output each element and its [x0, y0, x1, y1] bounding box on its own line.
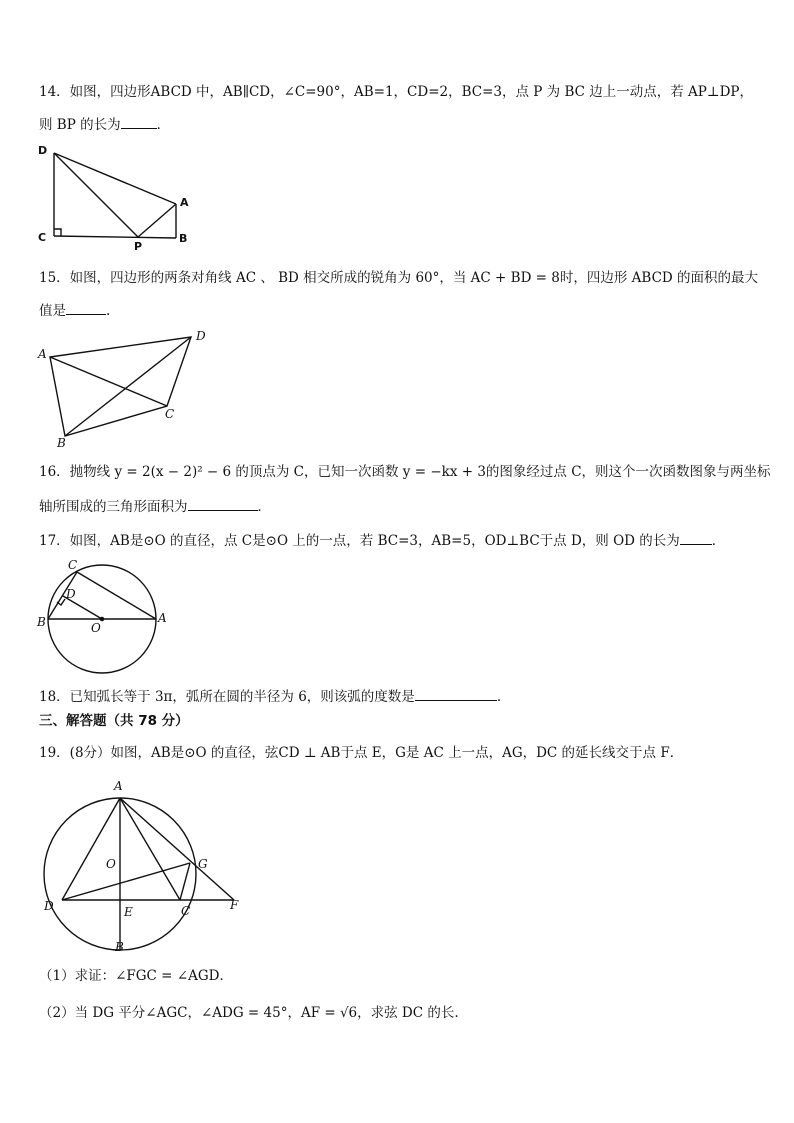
q15-label-a: A [38, 347, 47, 361]
q16-line1: 16．抛物线 y = 2(x − 2)² − 6 的顶点为 C，已知一次函数 y = −kx + 3的图象经过点 C，则这个一次函数图象与两坐标 [39, 464, 771, 480]
q15-line2-text: 值是 [39, 303, 66, 319]
q14-answer-blank [121, 114, 157, 129]
q14-line1: 14．如图，四边形ABCD 中，AB∥CD，∠C=90°，AB=1，CD=2，BC=3，点 P 为 BC 边上一动点，若 AP⊥DP， [39, 84, 753, 100]
q19-label-c: C [181, 904, 191, 918]
q16-line2 [39, 496, 271, 517]
q19-part2: （2）当 DG 平分∠AGC，∠ADG = 45°，AF = √6，求弦 DC 的长. [39, 1005, 459, 1021]
q19-label-g: G [198, 857, 208, 871]
q15-line2 [39, 300, 110, 321]
q14-label-c: C [38, 231, 47, 244]
q17-label-o: O [91, 621, 101, 635]
q15-line1: 15．如图，四边形的两条对角线 AC 、 BD 相交所成的锐角为 60°，当 AC + BD = 8时，四边形 ABCD 的面积的最大 [39, 270, 759, 286]
q16-end: ． [257, 499, 271, 515]
q15-label-b: B [57, 436, 66, 450]
q17-answer-blank [680, 530, 712, 545]
q18-line1-text: 18．已知弧长等于 3π，弧所在圆的半径为 6，则该弧的度数是 [39, 689, 415, 705]
q15-label-d: D [196, 329, 206, 343]
q17-figure [34, 556, 174, 674]
q14-label-p: P [134, 240, 143, 250]
q14-line2 [39, 114, 170, 135]
q19-label-d: D [44, 899, 54, 913]
section-heading: 三、解答题（共 78 分） [39, 713, 189, 729]
q17-end: ． [711, 533, 726, 549]
q14-end: ． [156, 117, 171, 133]
q18-line1 [39, 686, 501, 707]
q15-answer-blank [66, 300, 106, 315]
q18-answer-blank [415, 686, 497, 701]
q17-line1 [39, 530, 725, 551]
q16-answer-blank [188, 496, 258, 511]
q18-end: . [496, 689, 502, 705]
q19-line1: 19．(8分）如图，AB是⊙O 的直径，弦CD ⊥ AB于点 E，G是 AC 上一点，AG，DC 的延长线交于点 F． [39, 745, 684, 761]
q19-label-b: B [115, 940, 124, 954]
q19-label-f: F [230, 898, 239, 912]
q15-label-c: C [165, 407, 175, 421]
q17-label-d: D [66, 587, 76, 601]
q19-label-o: O [106, 857, 116, 871]
q15-end: . [106, 303, 111, 319]
q19-label-e: E [124, 905, 133, 919]
q17-line1-text: 17．如图，AB是⊙O 的直径，点 C是⊙O 上的一点，若 BC=3，AB=5，OD⊥BC于点 D，则 OD 的长为 [39, 533, 680, 549]
q14-line2-text: 则 BP 的长为 [39, 117, 121, 133]
q14-label-a: A [180, 196, 189, 209]
q14-label-d: D [38, 144, 48, 157]
q17-label-b: B [37, 615, 46, 629]
q15-figure [34, 326, 218, 450]
q16-line2-text: 轴所围成的三角形面积为 [39, 499, 188, 515]
q19-figure [38, 776, 248, 956]
q17-label-c: C [68, 558, 78, 572]
q19-label-a: A [114, 779, 123, 793]
q14-figure [34, 142, 204, 250]
q17-label-a: A [158, 611, 167, 625]
q19-part1: （1）求证：∠FGC = ∠AGD． [39, 968, 233, 984]
q14-label-b: B [179, 232, 188, 245]
